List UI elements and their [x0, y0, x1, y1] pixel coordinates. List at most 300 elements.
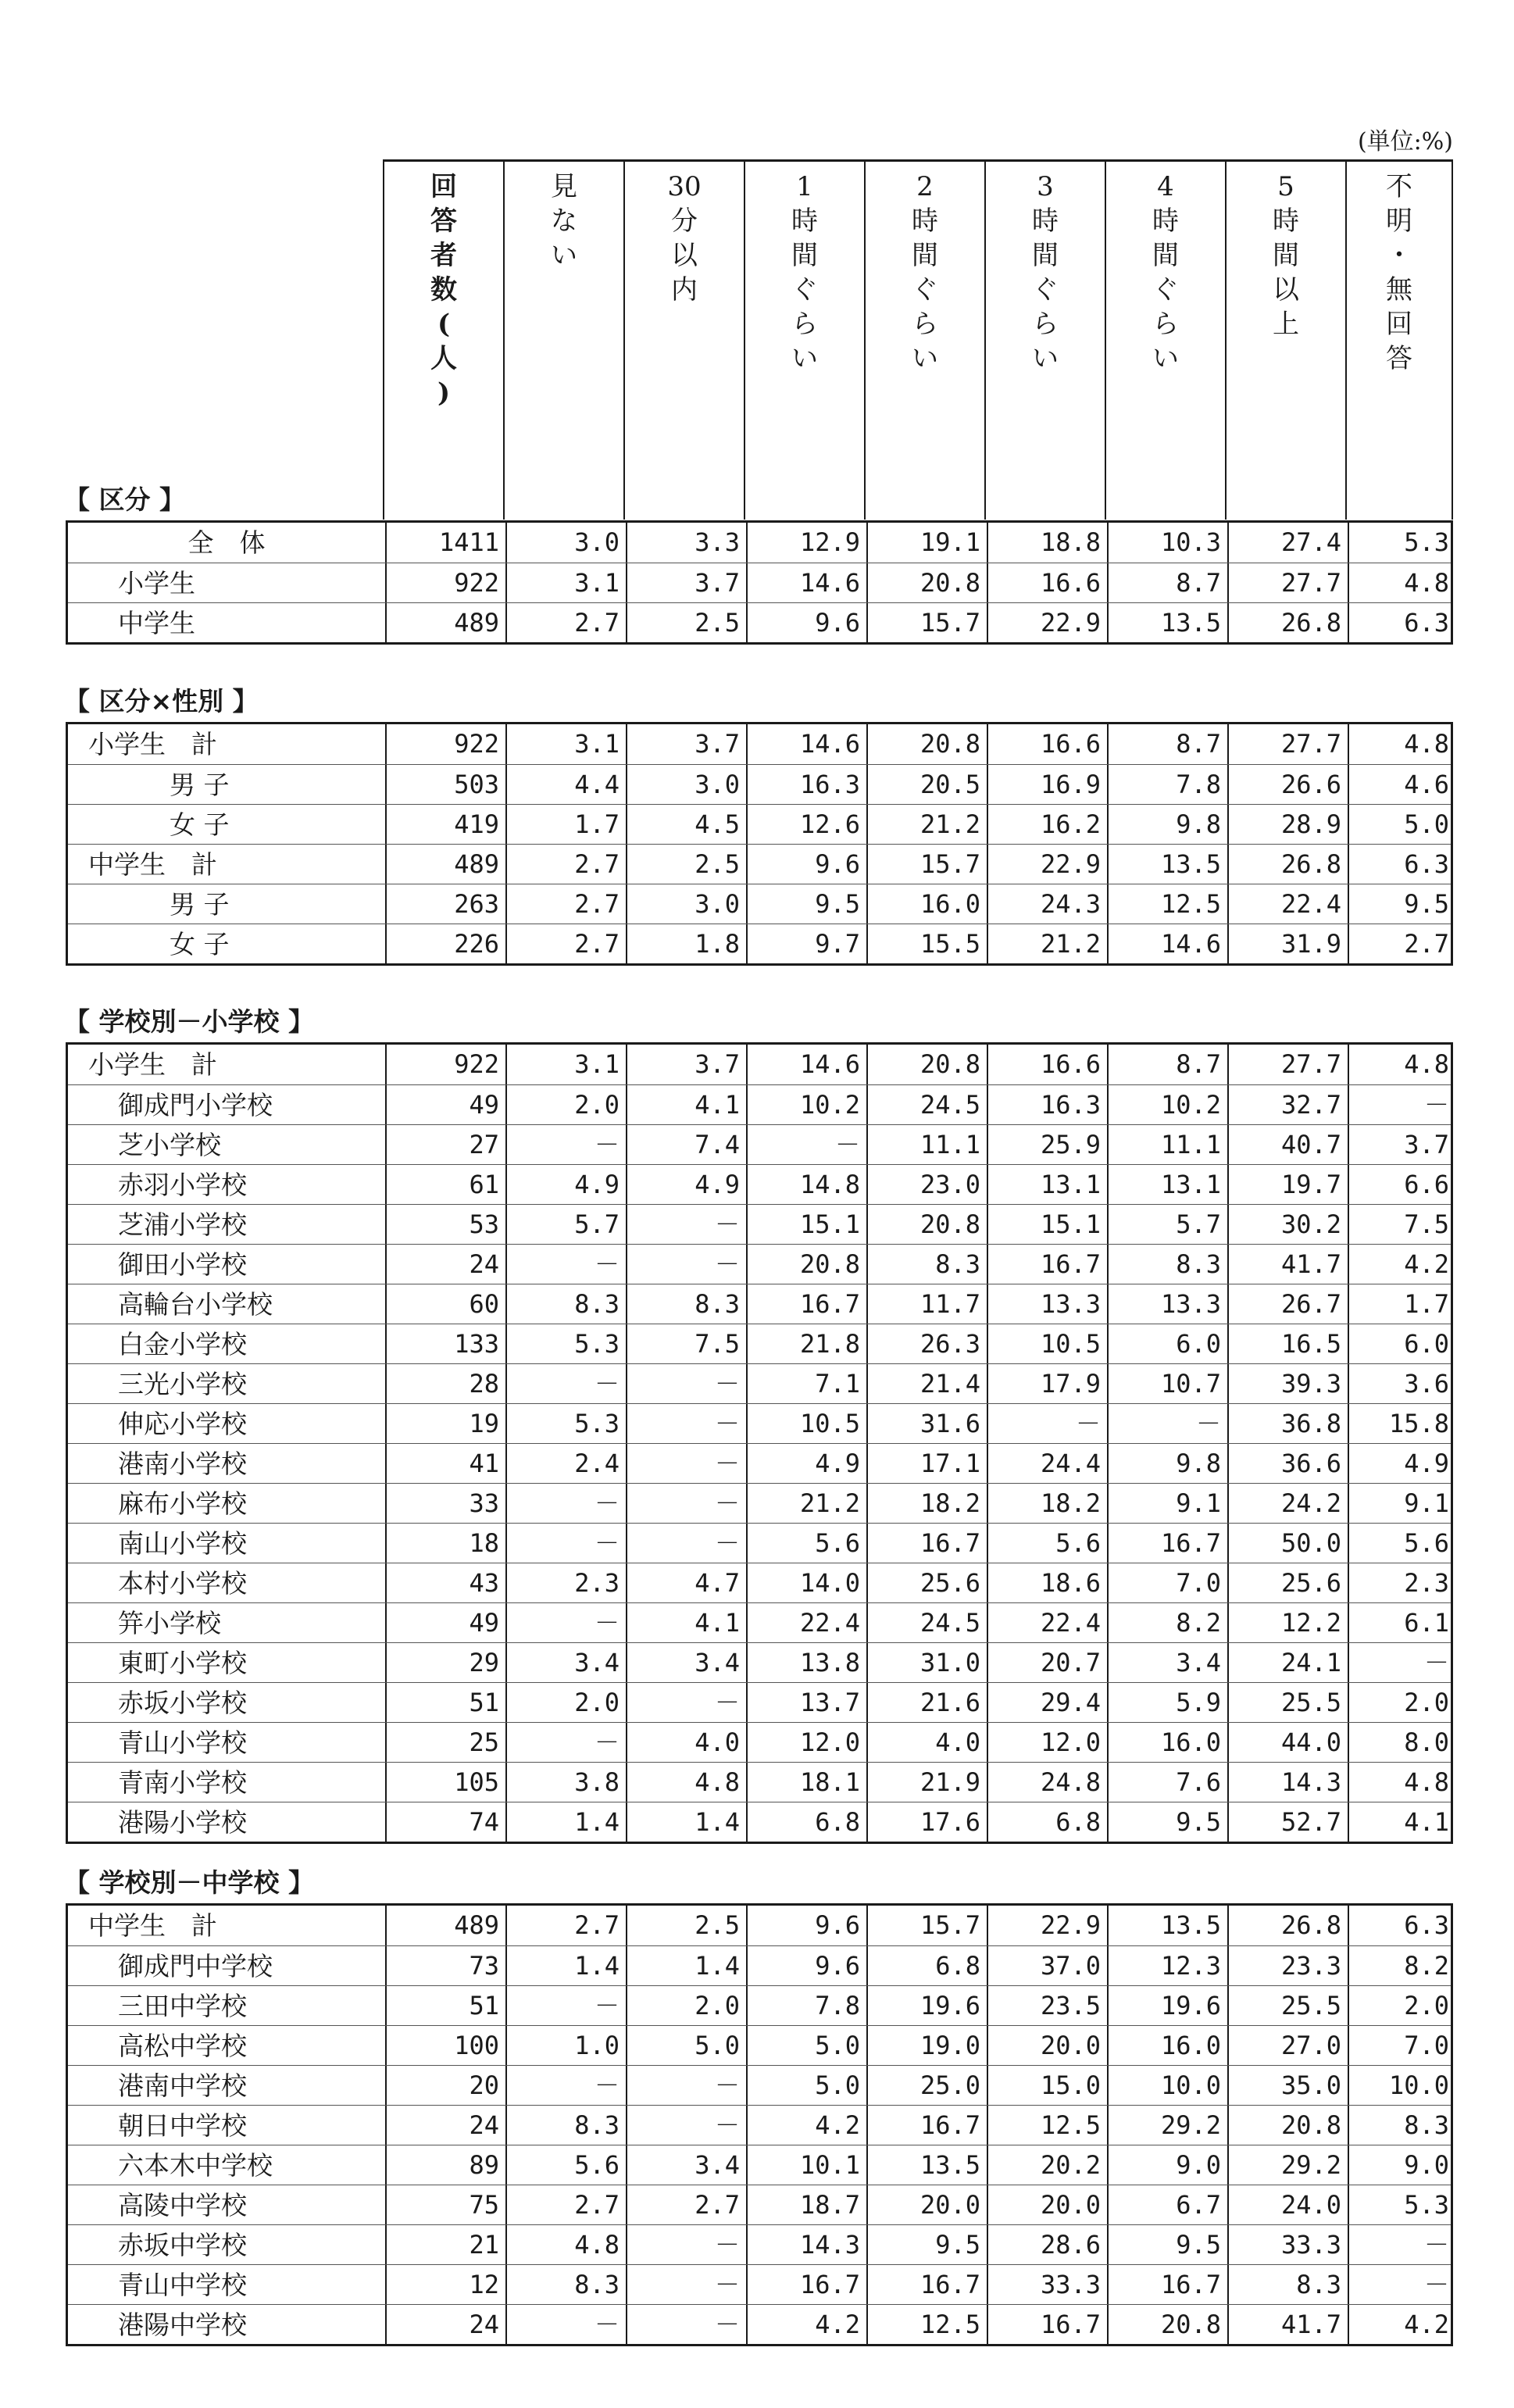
percent-cell: 5.3: [505, 1404, 626, 1443]
percent-cell: 22.9: [987, 845, 1107, 884]
percent-cell: 9.7: [746, 924, 866, 963]
respondent-count-cell: 75: [385, 2185, 505, 2224]
percent-cell: 4.8: [1348, 1045, 1455, 1084]
respondent-count-cell: 53: [385, 1205, 505, 1244]
percent-cell: 28.6: [987, 2225, 1107, 2264]
percent-cell: 6.3: [1348, 1906, 1455, 1945]
percent-cell: 16.3: [987, 1085, 1107, 1124]
respondent-count-cell: 51: [385, 1986, 505, 2025]
percent-cell: －: [626, 1524, 746, 1563]
percent-cell: 20.8: [866, 724, 987, 764]
percent-cell: 32.7: [1227, 1085, 1348, 1124]
percent-cell: 13.8: [746, 1643, 866, 1682]
percent-cell: 11.1: [1107, 1125, 1227, 1164]
column-header-1: [503, 162, 623, 520]
percent-cell: 16.6: [987, 563, 1107, 602]
percent-cell: 2.3: [505, 1563, 626, 1602]
percent-cell: －: [505, 1125, 626, 1164]
percent-cell: 5.3: [505, 1324, 626, 1363]
percent-cell: 1.7: [505, 805, 626, 844]
percent-cell: 5.6: [1348, 1524, 1455, 1563]
percent-cell: 9.6: [746, 603, 866, 642]
percent-cell: 10.0: [1348, 2066, 1455, 2105]
table-row: [68, 1204, 1451, 1244]
percent-cell: 6.1: [1348, 1603, 1455, 1642]
percent-cell: 8.3: [1227, 2265, 1348, 2304]
percent-cell: －: [505, 1245, 626, 1284]
table-row: [68, 1523, 1451, 1563]
percent-cell: 7.8: [746, 1986, 866, 2025]
percent-cell: 21.9: [866, 1763, 987, 1802]
respondent-count-cell: 33: [385, 1484, 505, 1523]
percent-cell: 10.7: [1107, 1364, 1227, 1403]
section-label: 【 区分×性別 】: [64, 686, 259, 716]
column-header-row: [383, 159, 1453, 520]
row-label: 麻布小学校: [118, 1488, 247, 1519]
percent-cell: 9.1: [1107, 1484, 1227, 1523]
percent-cell: 9.0: [1348, 2145, 1455, 2185]
percent-cell: 44.0: [1227, 1723, 1348, 1762]
percent-cell: 6.6: [1348, 1165, 1455, 1204]
percent-cell: 15.7: [866, 603, 987, 642]
percent-cell: 4.8: [505, 2225, 626, 2264]
percent-cell: 2.7: [505, 845, 626, 884]
percent-cell: 31.9: [1227, 924, 1348, 963]
respondent-count-cell: 226: [385, 924, 505, 963]
respondent-count-cell: 922: [385, 1045, 505, 1084]
percent-cell: 25.6: [866, 1563, 987, 1602]
percent-cell: 12.5: [987, 2106, 1107, 2145]
percent-cell: 16.7: [866, 2265, 987, 2304]
percent-cell: 16.0: [1107, 2026, 1227, 2065]
percent-cell: 7.0: [1107, 1563, 1227, 1602]
row-label: 青南小学校: [118, 1767, 247, 1798]
percent-cell: 16.7: [987, 2305, 1107, 2344]
percent-cell: 25.5: [1227, 1683, 1348, 1722]
percent-cell: 2.7: [505, 2185, 626, 2224]
percent-cell: 16.9: [987, 765, 1107, 804]
percent-cell: 16.6: [987, 724, 1107, 764]
respondent-count-cell: 49: [385, 1085, 505, 1124]
percent-cell: 11.1: [866, 1125, 987, 1164]
table-row: [68, 764, 1451, 804]
column-header-6: [1105, 162, 1225, 520]
percent-cell: 27.7: [1227, 724, 1348, 764]
percent-cell: 16.7: [1107, 2265, 1227, 2304]
percent-cell: －: [1107, 1404, 1227, 1443]
percent-cell: 17.6: [866, 1802, 987, 1842]
percent-cell: 14.6: [1107, 924, 1227, 963]
percent-cell: 8.3: [866, 1245, 987, 1284]
percent-cell: 21.4: [866, 1364, 987, 1403]
respondent-count-cell: 19: [385, 1404, 505, 1443]
row-label: 中学生: [118, 608, 195, 638]
percent-cell: 36.8: [1227, 1404, 1348, 1443]
row-label: 赤羽小学校: [118, 1170, 247, 1200]
percent-cell: 14.6: [746, 1045, 866, 1084]
percent-cell: 19.0: [866, 2026, 987, 2065]
percent-cell: 15.0: [987, 2066, 1107, 2105]
percent-cell: －: [746, 1125, 866, 1164]
data-table: [66, 1042, 1453, 1844]
percent-cell: 9.5: [1107, 1802, 1227, 1842]
percent-cell: 12.5: [1107, 884, 1227, 924]
respondent-count-cell: 503: [385, 765, 505, 804]
percent-cell: －: [626, 2225, 746, 2264]
column-header-text: 30 分 以 内: [667, 171, 702, 305]
percent-cell: 30.2: [1227, 1205, 1348, 1244]
row-label: 赤坂中学校: [118, 2230, 247, 2260]
row-label: 御田小学校: [118, 1249, 247, 1280]
column-header-text: 3 時 間 ぐ ら い: [1032, 171, 1059, 374]
percent-cell: 36.6: [1227, 1444, 1348, 1483]
row-label: 伸応小学校: [118, 1409, 247, 1439]
percent-cell: 16.0: [1107, 1723, 1227, 1762]
percent-cell: 9.5: [746, 884, 866, 924]
percent-cell: －: [505, 1986, 626, 2025]
row-label: 高陵中学校: [118, 2190, 247, 2220]
percent-cell: 29.2: [1227, 2145, 1348, 2185]
percent-cell: 12.2: [1227, 1603, 1348, 1642]
percent-cell: 4.6: [1348, 765, 1455, 804]
respondent-count-cell: 61: [385, 1165, 505, 1204]
percent-cell: 3.4: [626, 2145, 746, 2185]
percent-cell: 8.3: [626, 1284, 746, 1324]
percent-cell: 20.0: [987, 2185, 1107, 2224]
percent-cell: 2.0: [1348, 1683, 1455, 1722]
percent-cell: 3.1: [505, 1045, 626, 1084]
row-label: 女 子: [170, 809, 230, 840]
percent-cell: 4.9: [1348, 1444, 1455, 1483]
percent-cell: 13.1: [1107, 1165, 1227, 1204]
data-table: [66, 722, 1453, 966]
column-header-text: 1 時 間 ぐ ら い: [791, 171, 818, 374]
percent-cell: 13.3: [1107, 1284, 1227, 1324]
percent-cell: －: [626, 1245, 746, 1284]
table-row: [68, 2304, 1451, 2344]
percent-cell: 9.5: [1107, 2225, 1227, 2264]
respondent-count-cell: 100: [385, 2026, 505, 2065]
column-header-text: 4 時 間 ぐ ら い: [1152, 171, 1179, 374]
percent-cell: 5.0: [626, 2026, 746, 2065]
percent-cell: 3.6: [1348, 1364, 1455, 1403]
percent-cell: 8.7: [1107, 563, 1227, 602]
percent-cell: 20.7: [987, 1643, 1107, 1682]
percent-cell: 4.2: [746, 2106, 866, 2145]
row-label: 三田中学校: [118, 1991, 247, 2021]
row-label: 笄小学校: [118, 1608, 221, 1638]
row-label: 港南中学校: [118, 2070, 247, 2101]
section-label: 【 学校別－小学校 】: [64, 1006, 314, 1037]
table-row: [68, 2025, 1451, 2065]
percent-cell: 13.7: [746, 1683, 866, 1722]
percent-cell: 22.9: [987, 603, 1107, 642]
row-label: 全 体: [187, 527, 266, 558]
percent-cell: 15.1: [987, 1205, 1107, 1244]
percent-cell: 9.8: [1107, 1444, 1227, 1483]
row-label: 中学生 計: [88, 1910, 217, 1941]
percent-cell: 10.5: [987, 1324, 1107, 1363]
percent-cell: －: [1348, 2225, 1455, 2264]
percent-cell: 1.4: [505, 1802, 626, 1842]
respondent-count-cell: 74: [385, 1802, 505, 1842]
percent-cell: 15.1: [746, 1205, 866, 1244]
percent-cell: 4.2: [1348, 1245, 1455, 1284]
respondent-count-cell: 489: [385, 1906, 505, 1945]
percent-cell: 4.4: [505, 765, 626, 804]
percent-cell: 5.3: [1348, 2185, 1455, 2224]
row-label: 高輪台小学校: [118, 1289, 273, 1320]
percent-cell: 4.0: [866, 1723, 987, 1762]
percent-cell: 20.8: [1107, 2305, 1227, 2344]
percent-cell: 12.0: [987, 1723, 1107, 1762]
percent-cell: 18.6: [987, 1563, 1107, 1602]
row-label: 小学生 計: [88, 1049, 217, 1080]
section-label: 【 学校別－中学校 】: [64, 1867, 314, 1898]
percent-cell: 16.7: [746, 1284, 866, 1324]
percent-cell: 26.8: [1227, 845, 1348, 884]
percent-cell: 2.7: [505, 603, 626, 642]
percent-cell: 20.8: [866, 563, 987, 602]
percent-cell: 52.7: [1227, 1802, 1348, 1842]
percent-cell: 5.0: [1348, 805, 1455, 844]
percent-cell: 16.3: [746, 765, 866, 804]
percent-cell: 33.3: [1227, 2225, 1348, 2264]
percent-cell: 16.0: [866, 884, 987, 924]
percent-cell: 2.7: [505, 1906, 626, 1945]
percent-cell: 22.4: [987, 1603, 1107, 1642]
respondent-count-cell: 51: [385, 1683, 505, 1722]
percent-cell: 16.2: [987, 805, 1107, 844]
percent-cell: 1.8: [626, 924, 746, 963]
percent-cell: 15.7: [866, 845, 987, 884]
row-label: 芝浦小学校: [118, 1209, 247, 1240]
percent-cell: 6.8: [746, 1802, 866, 1842]
table-row: [68, 1084, 1451, 1124]
percent-cell: 26.8: [1227, 603, 1348, 642]
percent-cell: 16.7: [746, 2265, 866, 2304]
percent-cell: －: [626, 2265, 746, 2304]
table-row: [68, 2264, 1451, 2304]
row-label: 御成門中学校: [118, 1951, 273, 1981]
percent-cell: 18.7: [746, 2185, 866, 2224]
percent-cell: 8.2: [1107, 1603, 1227, 1642]
table-row: [68, 1483, 1451, 1523]
respondent-count-cell: 28: [385, 1364, 505, 1403]
percent-cell: 3.7: [626, 724, 746, 764]
percent-cell: －: [626, 2305, 746, 2344]
percent-cell: 1.4: [505, 1946, 626, 1985]
percent-cell: 7.1: [746, 1364, 866, 1403]
percent-cell: 6.8: [866, 1946, 987, 1985]
percent-cell: －: [505, 2305, 626, 2344]
percent-cell: 8.2: [1348, 1946, 1455, 1985]
row-label: 芝小学校: [118, 1130, 221, 1160]
percent-cell: 4.2: [1348, 2305, 1455, 2344]
percent-cell: 24.1: [1227, 1643, 1348, 1682]
percent-cell: 7.0: [1348, 2026, 1455, 2065]
row-label: 青山中学校: [118, 2270, 247, 2300]
respondent-count-cell: 419: [385, 805, 505, 844]
percent-cell: 6.3: [1348, 603, 1455, 642]
percent-cell: 9.6: [746, 845, 866, 884]
table-row: [68, 1363, 1451, 1403]
percent-cell: 1.7: [1348, 1284, 1455, 1324]
respondent-count-cell: 25: [385, 1723, 505, 1762]
percent-cell: 24.5: [866, 1085, 987, 1124]
percent-cell: 28.9: [1227, 805, 1348, 844]
percent-cell: 13.1: [987, 1165, 1107, 1204]
percent-cell: 9.6: [746, 1906, 866, 1945]
respondent-count-cell: 922: [385, 724, 505, 764]
percent-cell: －: [626, 1205, 746, 1244]
percent-cell: 22.4: [1227, 884, 1348, 924]
percent-cell: 9.1: [1348, 1484, 1455, 1523]
percent-cell: 4.1: [626, 1085, 746, 1124]
percent-cell: 21.8: [746, 1324, 866, 1363]
percent-cell: 20.0: [866, 2185, 987, 2224]
row-label: 三光小学校: [118, 1369, 247, 1399]
row-label: 白金小学校: [118, 1329, 247, 1359]
percent-cell: 12.9: [746, 523, 866, 563]
percent-cell: 1.0: [505, 2026, 626, 2065]
percent-cell: 5.3: [1348, 523, 1455, 563]
percent-cell: 19.6: [866, 1986, 987, 2025]
table-row: [68, 1403, 1451, 1443]
percent-cell: 12.3: [1107, 1946, 1227, 1985]
percent-cell: －: [626, 1444, 746, 1483]
percent-cell: 5.7: [505, 1205, 626, 1244]
table-row: [68, 844, 1451, 884]
percent-cell: －: [505, 1364, 626, 1403]
data-table: [66, 520, 1453, 645]
percent-cell: 5.9: [1107, 1683, 1227, 1722]
percent-cell: 50.0: [1227, 1524, 1348, 1563]
percent-cell: 25.0: [866, 2066, 987, 2105]
percent-cell: 7.8: [1107, 765, 1227, 804]
percent-cell: 10.2: [1107, 1085, 1227, 1124]
section-label: 【 区分 】: [64, 484, 185, 515]
percent-cell: 26.7: [1227, 1284, 1348, 1324]
percent-cell: 14.6: [746, 563, 866, 602]
column-header-0: [383, 162, 503, 520]
percent-cell: 3.1: [505, 563, 626, 602]
row-label: 東町小学校: [118, 1648, 247, 1678]
percent-cell: 2.0: [505, 1085, 626, 1124]
percent-cell: 5.6: [746, 1524, 866, 1563]
percent-cell: 13.5: [1107, 603, 1227, 642]
percent-cell: 6.7: [1107, 2185, 1227, 2224]
percent-cell: 3.4: [505, 1643, 626, 1682]
percent-cell: 2.4: [505, 1444, 626, 1483]
percent-cell: 24.0: [1227, 2185, 1348, 2224]
table-row: [68, 1802, 1451, 1842]
percent-cell: 16.7: [866, 1524, 987, 1563]
percent-cell: 21.2: [866, 805, 987, 844]
percent-cell: －: [626, 1364, 746, 1403]
percent-cell: －: [987, 1404, 1107, 1443]
respondent-count-cell: 24: [385, 1245, 505, 1284]
respondent-count-cell: 43: [385, 1563, 505, 1602]
percent-cell: 14.8: [746, 1165, 866, 1204]
percent-cell: 10.0: [1107, 2066, 1227, 2105]
percent-cell: 4.8: [1348, 563, 1455, 602]
percent-cell: 8.3: [505, 1284, 626, 1324]
percent-cell: 8.3: [1348, 2106, 1455, 2145]
percent-cell: 23.5: [987, 1986, 1107, 2025]
percent-cell: 29.2: [1107, 2106, 1227, 2145]
percent-cell: 22.4: [746, 1603, 866, 1642]
percent-cell: －: [505, 1603, 626, 1642]
percent-cell: 14.3: [1227, 1763, 1348, 1802]
percent-cell: 12.6: [746, 805, 866, 844]
column-header-4: [864, 162, 984, 520]
percent-cell: 9.0: [1107, 2145, 1227, 2185]
percent-cell: 20.8: [746, 1245, 866, 1284]
percent-cell: 7.5: [626, 1324, 746, 1363]
percent-cell: 29.4: [987, 1683, 1107, 1722]
percent-cell: 19.1: [866, 523, 987, 563]
percent-cell: 31.0: [866, 1643, 987, 1682]
respondent-count-cell: 24: [385, 2106, 505, 2145]
table-row: [68, 1762, 1451, 1802]
percent-cell: －: [505, 1524, 626, 1563]
percent-cell: －: [626, 2066, 746, 2105]
percent-cell: 19.6: [1107, 1986, 1227, 2025]
percent-cell: 4.9: [746, 1444, 866, 1483]
percent-cell: 20.8: [866, 1205, 987, 1244]
percent-cell: 26.6: [1227, 765, 1348, 804]
table-row: [68, 724, 1451, 764]
percent-cell: 24.5: [866, 1603, 987, 1642]
respondent-count-cell: 27: [385, 1125, 505, 1164]
percent-cell: 2.5: [626, 845, 746, 884]
respondent-count-cell: 922: [385, 563, 505, 602]
percent-cell: 27.7: [1227, 1045, 1348, 1084]
row-label: 高松中学校: [118, 2031, 247, 2061]
percent-cell: 12.0: [746, 1723, 866, 1762]
percent-cell: 3.0: [626, 884, 746, 924]
percent-cell: 7.5: [1348, 1205, 1455, 1244]
percent-cell: －: [1348, 1085, 1455, 1124]
percent-cell: 27.7: [1227, 563, 1348, 602]
percent-cell: 3.7: [1348, 1125, 1455, 1164]
percent-cell: 3.7: [626, 1045, 746, 1084]
table-row: [68, 1945, 1451, 1985]
percent-cell: 2.7: [505, 884, 626, 924]
percent-cell: 25.6: [1227, 1563, 1348, 1602]
row-label: 南山小学校: [118, 1528, 247, 1559]
respondent-count-cell: 12: [385, 2265, 505, 2304]
respondent-count-cell: 21: [385, 2225, 505, 2264]
percent-cell: 2.0: [505, 1683, 626, 1722]
percent-cell: 41.7: [1227, 2305, 1348, 2344]
percent-cell: 21.6: [866, 1683, 987, 1722]
percent-cell: 18.1: [746, 1763, 866, 1802]
table-row: [68, 1722, 1451, 1762]
percent-cell: 10.5: [746, 1404, 866, 1443]
percent-cell: 40.7: [1227, 1125, 1348, 1164]
percent-cell: 13.5: [1107, 1906, 1227, 1945]
percent-cell: 26.8: [1227, 1906, 1348, 1945]
table-row: [68, 1284, 1451, 1324]
table-row: [68, 1563, 1451, 1602]
table-row: [68, 2065, 1451, 2105]
table-row: [68, 804, 1451, 844]
table-row: [68, 1642, 1451, 1682]
column-header-text: 見 な い: [551, 171, 577, 271]
respondent-count-cell: 133: [385, 1324, 505, 1363]
